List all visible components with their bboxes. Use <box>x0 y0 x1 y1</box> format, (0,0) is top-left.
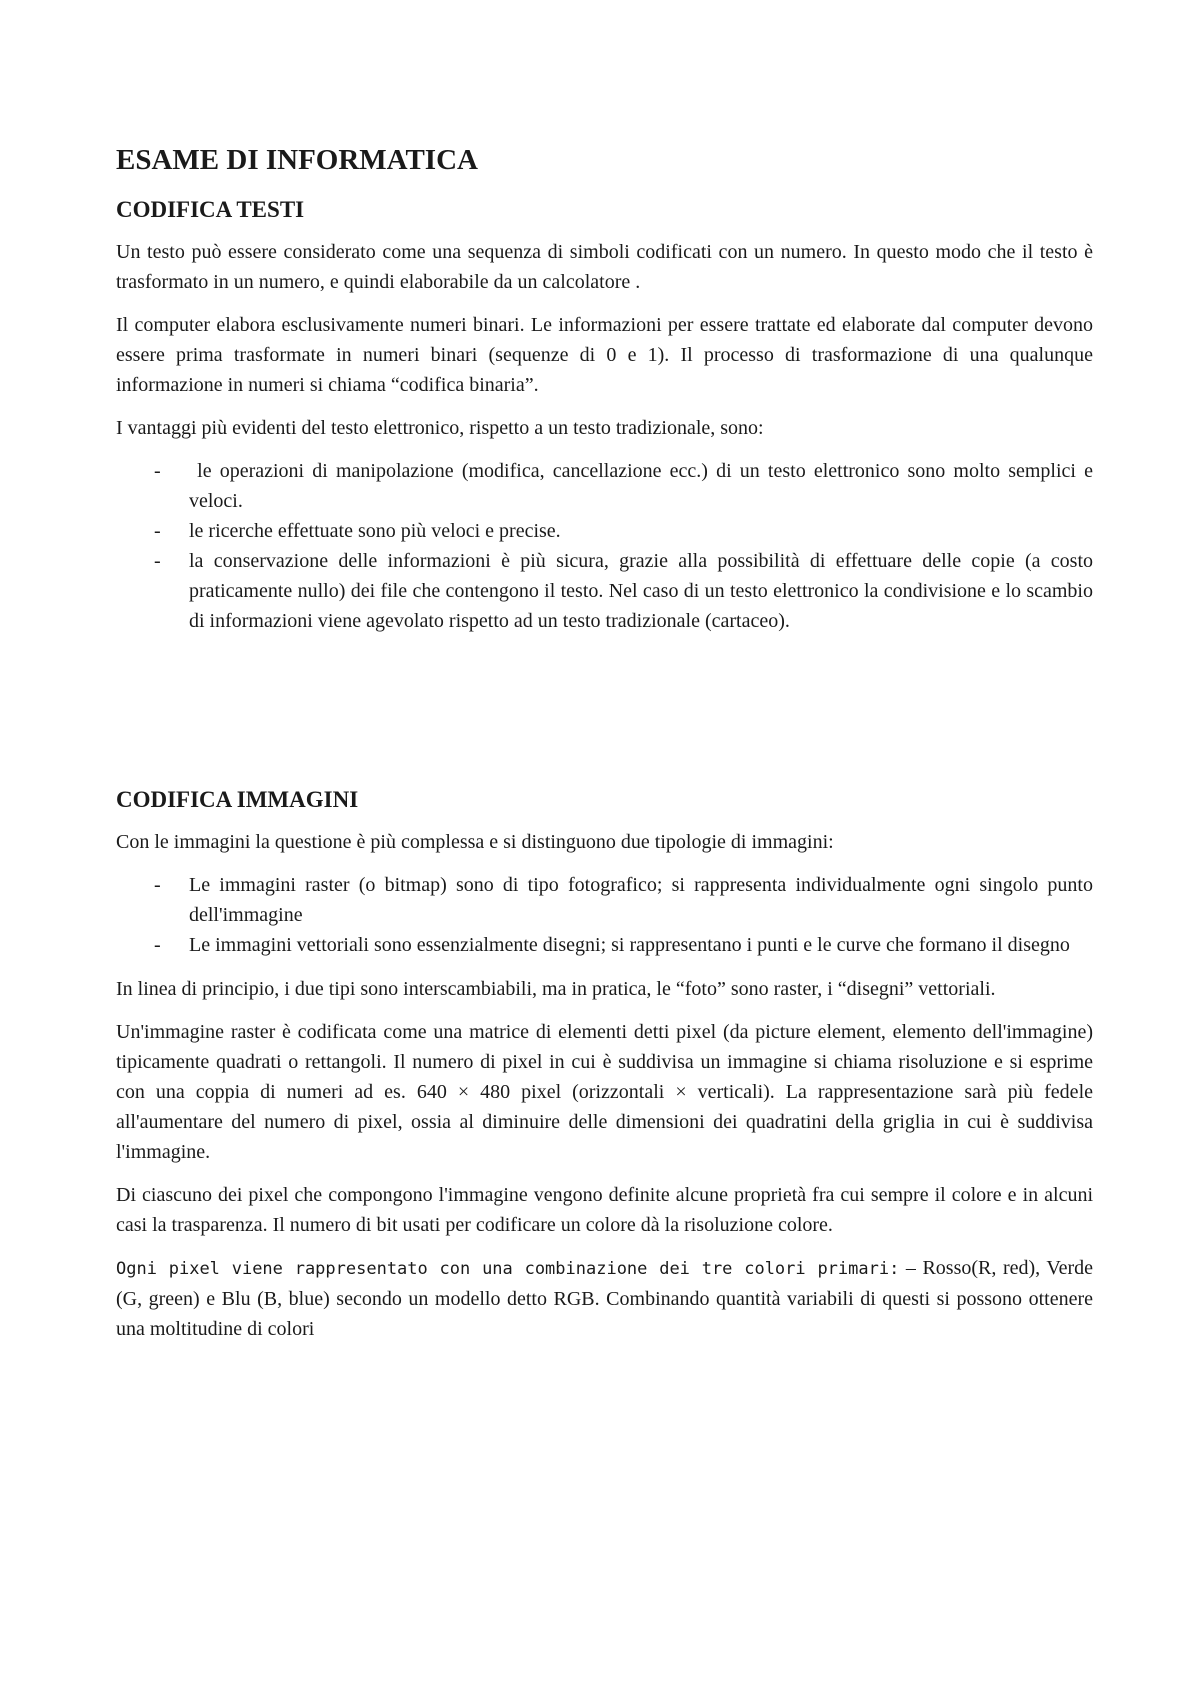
dash-bullet: - <box>154 460 161 482</box>
paragraph-rest: – Rosso(R, red), Verde (G, green) e Blu (B, blue) secondo un modello detto RGB. Combinando quantità variabili di questi si possono ottenere una moltitudine di colori <box>116 1257 1093 1340</box>
paragraph: I vantaggi più evidenti del testo elettronico, rispetto a un testo tradizionale, sono: <box>116 417 764 439</box>
document-body <box>116 144 1098 1357</box>
list-item-text: Le immagini vettoriali sono essenzialmente disegni; si rappresentano i punti e le curve che formano il disegno <box>189 934 1070 956</box>
dash-bullet: - <box>154 874 161 896</box>
paragraph-mono-part: Ogni pixel viene rappresentato con una combinazione dei tre colori primari: <box>116 1259 900 1279</box>
paragraph: In linea di principio, i due tipi sono interscambiabili, ma in pratica, le “foto” sono raster, i “disegni” vettoriali. <box>116 978 996 1000</box>
paragraph-rgb <box>116 1253 1093 1344</box>
dash-bullet: - <box>154 520 161 542</box>
list-item <box>116 546 1093 636</box>
list-item <box>116 870 1093 930</box>
dash-bullet: - <box>154 550 161 572</box>
blank-space <box>116 650 1093 787</box>
paragraph: Con le immagini la questione è più complessa e si distinguono due tipologie di immagini: <box>116 831 834 853</box>
paragraph: Un'immagine raster è codificata come una matrice di elementi detti pixel (da picture element, elemento dell'immagine) tipicamente quadrati o rettangoli. Il numero di pixel in cui è suddivisa un immagine si chiama risoluzione e si esprime con una coppia di numeri ad es. 640 × 480 pixel (orizzontali × verticali). La rappresentazione sarà più fedele all'aumentare del numero di pixel, ossia al diminuire delle dimensioni dei quadratini della griglia in cui è suddivisa l'immagine. <box>116 1021 1093 1163</box>
section-heading: CODIFICA IMMAGINI <box>116 787 359 812</box>
list-item <box>116 930 1093 960</box>
list-item <box>116 516 1093 546</box>
list-item-text: Le immagini raster (o bitmap) sono di tipo fotografico; si rappresenta individualmente ogni singolo punto dell'immagine <box>189 874 1093 926</box>
section-heading: CODIFICA TESTI <box>116 197 305 222</box>
paragraph: Di ciascuno dei pixel che compongono l'immagine vengono definite alcune proprietà fra cui sempre il colore e in alcuni casi la trasparenza. Il numero di bit usati per codificare un colore dà la risoluzione colore. <box>116 1184 1093 1236</box>
dash-bullet: - <box>154 934 161 956</box>
list-item <box>116 456 1098 516</box>
list-item-text: le ricerche effettuate sono più veloci e precise. <box>189 520 561 542</box>
advantages-list <box>116 456 1098 636</box>
list-item-text: la conservazione delle informazioni è più sicura, grazie alla possibilità di effettuare delle copie (a costo praticamente nullo) dei file che contengono il testo. Nel caso di un testo elettronico la condivisione e lo scambio di informazioni viene agevolato rispetto ad un testo tradizionale (cartaceo). <box>189 550 1093 632</box>
paragraph: Il computer elabora esclusivamente numeri binari. Le informazioni per essere trattate ed elaborate dal computer devono essere prima trasformate in numeri binari (sequenze di 0 e 1). Il processo di trasformazione di una qualunque informazione in numeri si chiama “codifica binaria”. <box>116 314 1093 396</box>
image-types-list <box>116 870 1093 960</box>
section-codifica-testi <box>116 197 1098 636</box>
paragraph: Un testo può essere considerato come una sequenza di simboli codificati con un numero. In questo modo che il testo è trasformato in un numero, e quindi elaborabile da un calcolatore . <box>116 241 1093 293</box>
list-item-text: le operazioni di manipolazione (modifica, cancellazione ecc.) di un testo elettronico sono molto semplici e veloci. <box>189 460 1098 512</box>
section-codifica-immagini <box>116 787 1093 1344</box>
document-title: ESAME DI INFORMATICA <box>116 144 478 176</box>
